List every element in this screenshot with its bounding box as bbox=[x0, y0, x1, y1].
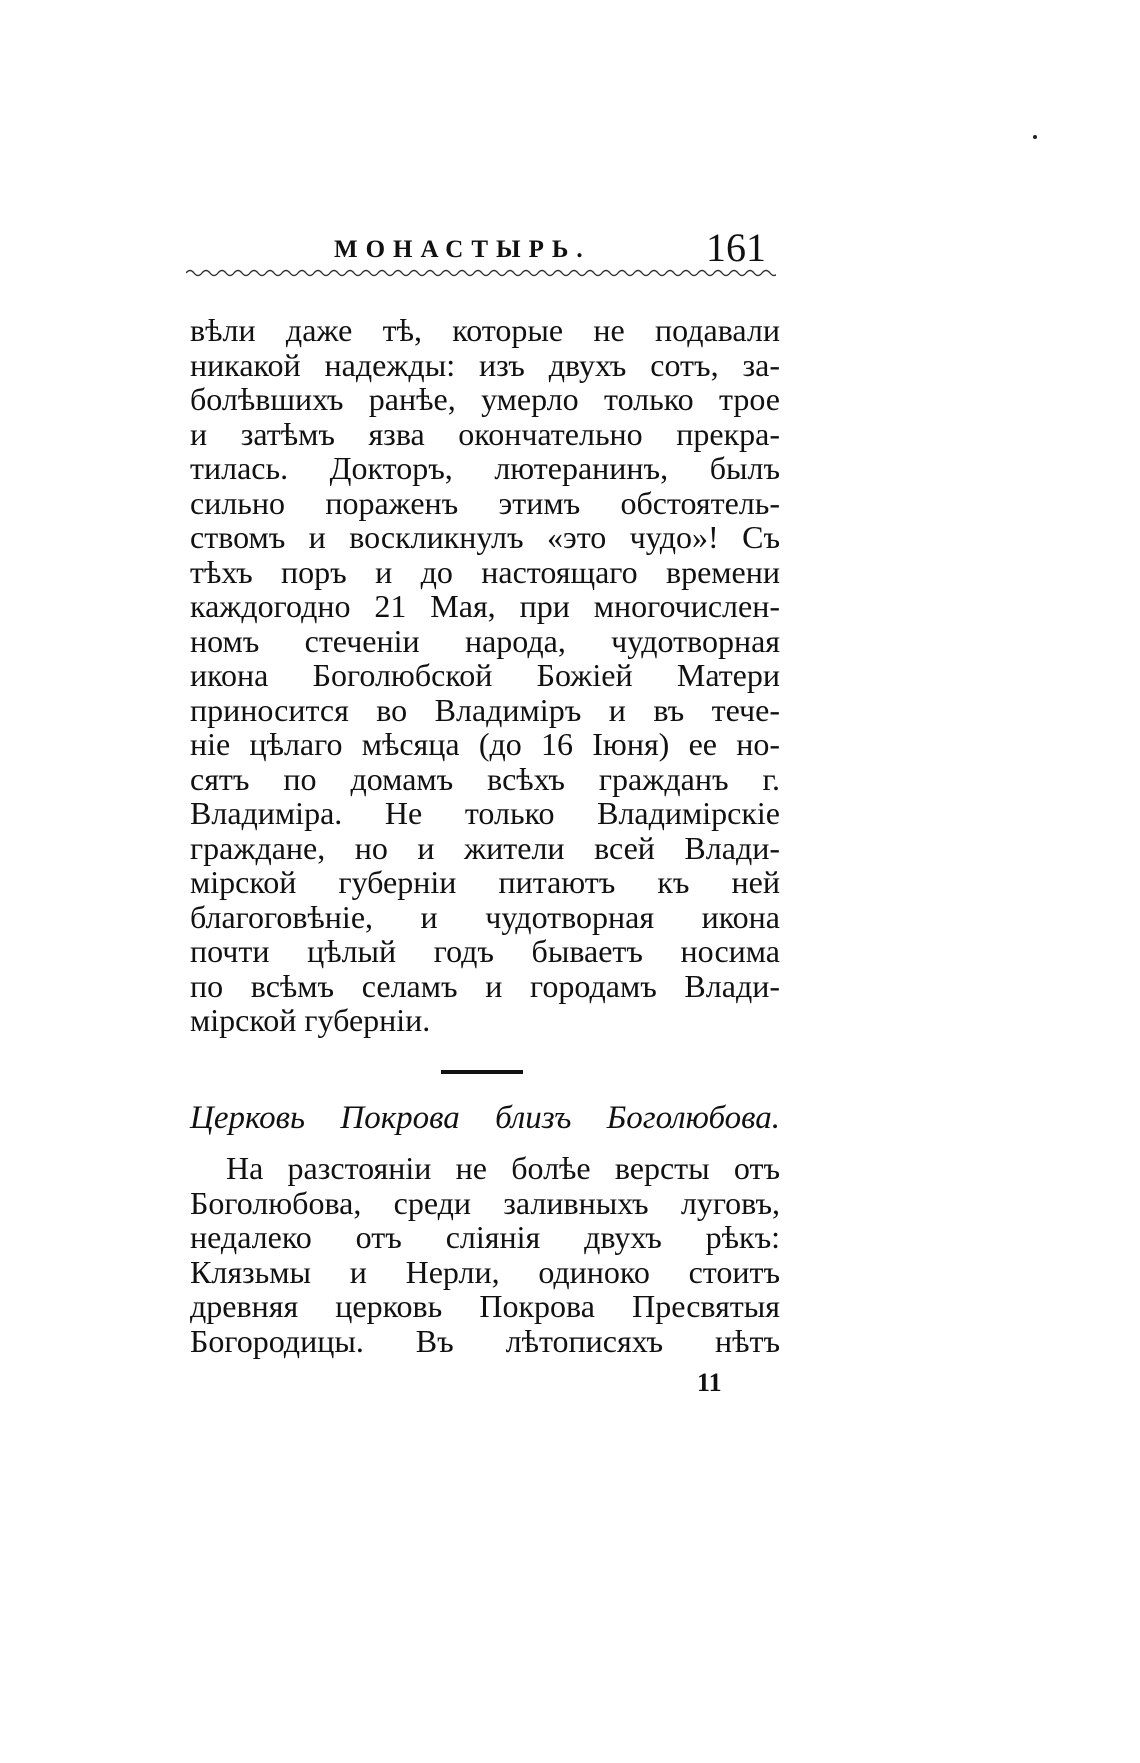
text-line: приносится во Владиміръ и въ тече- bbox=[190, 691, 780, 728]
section-heading: Церковь Покрова близъ Боголюбова. bbox=[190, 1100, 780, 1136]
text-line: Владиміра. Не только Владимірскіе bbox=[190, 795, 780, 831]
text-line: сильно пораженъ этимъ обстоятель- bbox=[190, 484, 780, 521]
text-line: никакой надежды: изъ двухъ сотъ, за- bbox=[190, 346, 780, 383]
text-line: На разстояніи не болѣе версты отъ bbox=[226, 1150, 780, 1186]
text-line: ніе цѣлаго мѣсяца (до 16 Іюня) ее но- bbox=[190, 726, 780, 762]
text-line: и затѣмъ язва окончательно прекра- bbox=[190, 415, 780, 452]
text-line: недалеко отъ сліянія двухъ рѣкъ: bbox=[190, 1219, 780, 1255]
text-line: Боголюбова, среди заливныхъ луговъ, bbox=[190, 1184, 780, 1221]
text-line: икона Боголюбской Божіей Матери bbox=[190, 657, 780, 693]
text-line: благоговѣніе, и чудотворная икона bbox=[190, 898, 780, 935]
signature-mark: 11 bbox=[697, 1368, 722, 1397]
page-number: 161 bbox=[706, 225, 766, 270]
text-line: тѣхъ поръ и до настоящаго времени bbox=[190, 553, 780, 590]
paragraph-1 bbox=[190, 313, 780, 1038]
running-head bbox=[186, 225, 776, 276]
text-line: болѣвшихъ ранѣе, умерло только трое bbox=[190, 381, 780, 417]
text-line: номъ стеченіи народа, чудотворная bbox=[190, 622, 780, 659]
text-line: ствомъ и воскликнулъ «это чудо»! Съ bbox=[190, 519, 780, 555]
text-line: вѣли даже тѣ, которые не подавали bbox=[190, 312, 780, 348]
text-line: мірской губерніи. bbox=[190, 1002, 431, 1038]
text-line: Богородицы. Въ лѣтописяхъ нѣтъ bbox=[190, 1322, 780, 1359]
paragraph-2 bbox=[190, 1151, 780, 1358]
text-line: граждане, но и жители всей Влади- bbox=[190, 829, 780, 866]
text-line: сятъ по домамъ всѣхъ гражданъ г. bbox=[190, 760, 780, 797]
text-line: мірской губерніи питаютъ къ ней bbox=[190, 864, 780, 900]
running-title: МОНАСТЫРЬ. bbox=[334, 236, 591, 263]
wavy-rule bbox=[186, 268, 776, 278]
text-line: по всѣмъ селамъ и городамъ Влади- bbox=[190, 967, 780, 1004]
section-divider bbox=[441, 1070, 523, 1074]
text-line: каждогодно 21 Мая, при многочислен- bbox=[190, 588, 780, 624]
text-line: древняя церковь Покрова Пресвятыя bbox=[190, 1288, 780, 1324]
text-line: тилась. Докторъ, лютеранинъ, былъ bbox=[190, 450, 780, 486]
text-line: Клязьмы и Нерли, одиноко стоитъ bbox=[190, 1253, 780, 1290]
stray-dot bbox=[1033, 135, 1037, 139]
text-line: почти цѣлый годъ бываетъ носима bbox=[190, 933, 780, 969]
